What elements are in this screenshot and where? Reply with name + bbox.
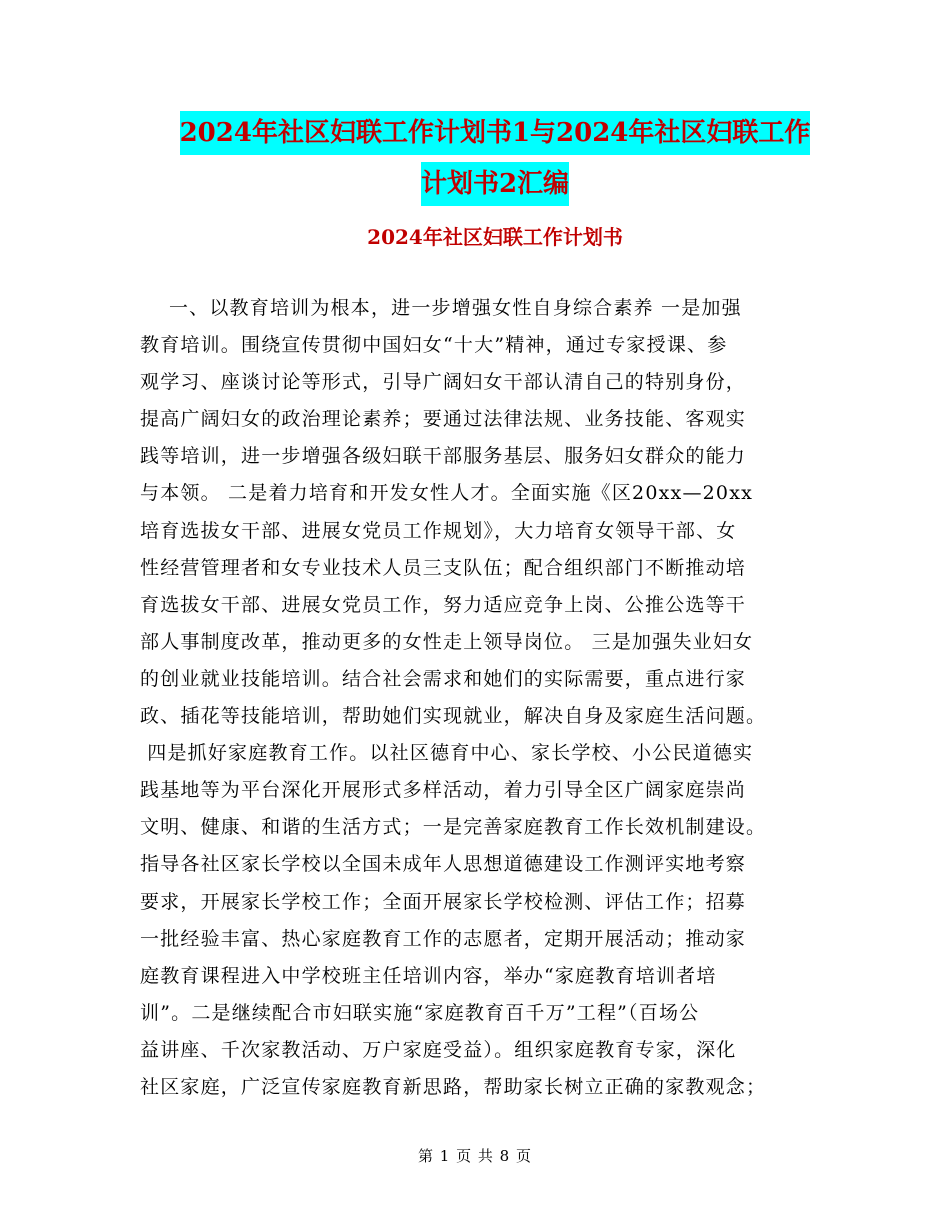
body-line: 要求，开展家长学校工作；全面开展家长学校检测、评估工作；招募 xyxy=(140,890,747,913)
body-line: 与本领。 二是着力培育和开发女性人才。全面实施《区20xx—20xx xyxy=(140,482,754,505)
body-line: 四是抓好家庭教育工作。以社区德育中心、家长学校、小公民道德实 xyxy=(140,742,754,765)
body-line: 一、以教育培训为根本，进一步增强女性自身综合素养 一是加强 xyxy=(140,297,742,319)
body-line: 性经营管理者和女专业技术人员三支队伍；配合组织部门不断推动培 xyxy=(140,556,747,579)
page-footer: 第 1 页 共 8 页 xyxy=(418,1147,532,1165)
body-line: 指导各社区家长学校以全国未成年人思想道德建设工作测评实地考察 xyxy=(140,853,747,876)
body-paragraph xyxy=(140,290,810,1106)
body-line: 部人事制度改革，推动更多的女性走上领导岗位。 三是加强失业妇女 xyxy=(140,630,754,653)
body-line: 一批经验丰富、热心家庭教育工作的志愿者，定期开展活动；推动家 xyxy=(140,927,747,950)
body-line: 社区家庭，广泛宣传家庭教育新思路，帮助家长树立正确的家教观念； xyxy=(140,1075,767,1098)
body-line: 文明、健康、和谐的生活方式；一是完善家庭教育工作长效机制建设。 xyxy=(140,816,767,839)
document-title xyxy=(140,110,850,212)
body-line: 益讲座、千次家教活动、万户家庭受益）。组织家庭教育专家，深化 xyxy=(140,1038,737,1061)
body-line: 政、插花等技能培训，帮助她们实现就业，解决自身及家庭生活问题。 xyxy=(140,705,767,728)
body-line: 庭教育课程进入中学校班主任培训内容，举办“家庭教育培训者培 xyxy=(140,964,717,987)
title-line-2: 计划书2汇编 xyxy=(421,162,569,206)
body-line: 培育选拔女干部、进展女党员工作规划》，大力培育女领导干部、女 xyxy=(140,519,737,542)
title-line-1: 2024年社区妇联工作计划书1与2024年社区妇联工作 xyxy=(180,111,811,155)
body-line: 提高广阔妇女的政治理论素养；要通过法律法规、业务技能、客观实 xyxy=(140,408,747,431)
section-subtitle: 2024年社区妇联工作计划书 xyxy=(367,225,623,249)
body-line: 训”。二是继续配合市妇联实施“家庭教育百千万”工程”（百场公 xyxy=(140,1001,700,1024)
body-line: 践等培训，进一步增强各级妇联干部服务基层、服务妇女群众的能力 xyxy=(140,445,747,468)
body-line: 教育培训。围绕宣传贯彻中国妇女“十大”精神，通过专家授课、参 xyxy=(140,334,728,357)
body-line: 的创业就业技能培训。结合社会需求和她们的实际需要，重点进行家 xyxy=(140,667,747,690)
body-line: 育选拔女干部、进展女党员工作，努力适应竞争上岗、公推公选等干 xyxy=(140,593,747,616)
body-line: 践基地等为平台深化开展形式多样活动，着力引导全区广阔家庭崇尚 xyxy=(140,779,747,802)
body-line: 观学习、座谈讨论等形式，引导广阔妇女干部认清自己的特别身份， xyxy=(140,371,747,394)
